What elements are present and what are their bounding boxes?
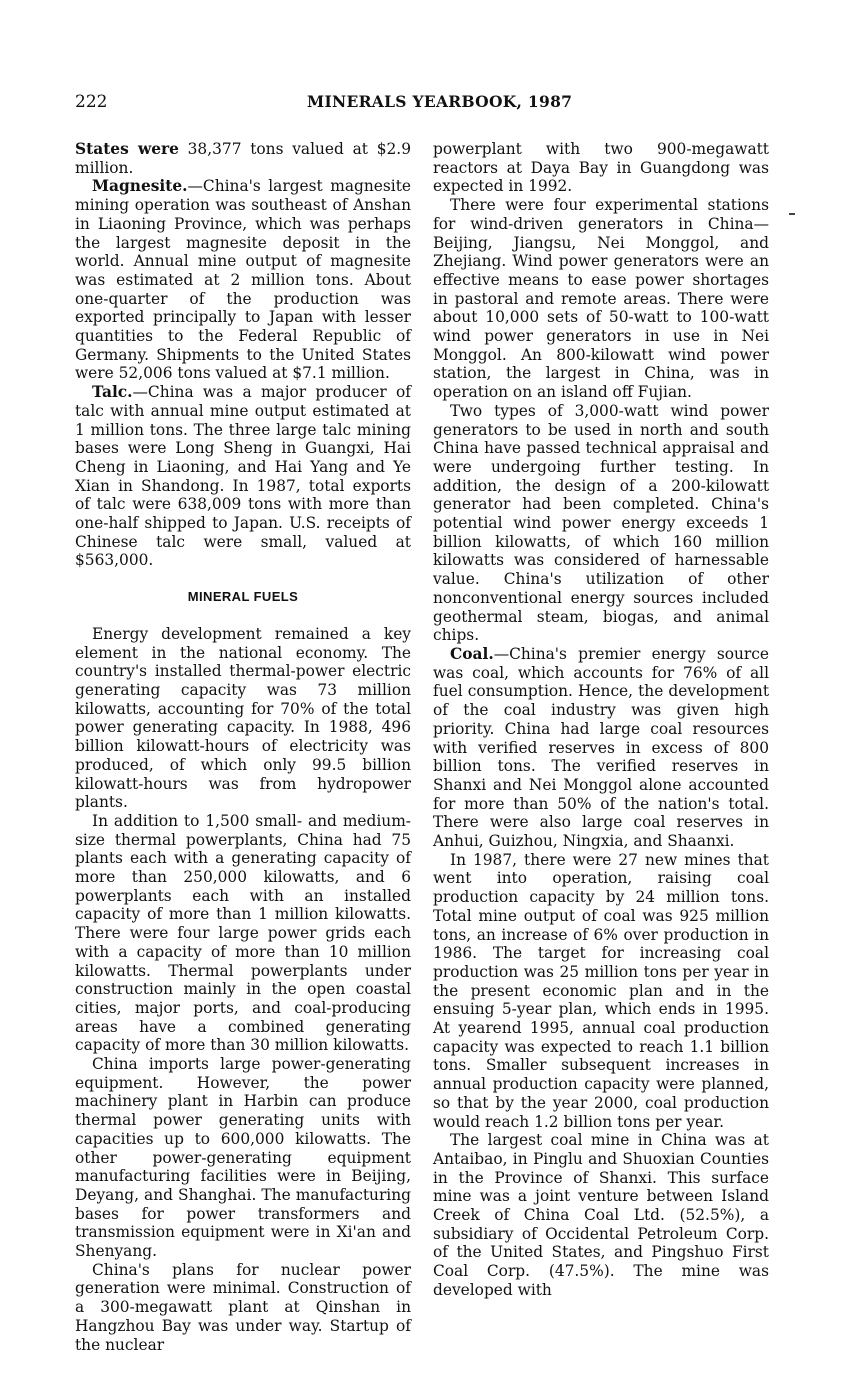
paragraph: Two types of 3,000-watt wind power generators to be used in north and south China have passed technical appraisal and were undergoing further testing. In addition, the design of a 200-kilowatt generator had been completed. China's potential wind power energy exceeds 1 billion kilowatts, of which 160 million kilowatts was considered of harnessable value. China's utilization of other nonconventional energy sources included geothermal steam, biogas, and animal chips. [433,401,769,645]
runin-heading-coal: Coal. [450,644,494,663]
left-column [75,140,411,1354]
running-title: MINERALS YEARBOOK, 1987 [307,92,573,111]
paragraph-talc [75,383,411,570]
paragraph: China imports large power-generating equipment. However, the power machinery plant in Harbin can produce thermal power generating units with capacities up to 600,000 kilowatts. The other power-generating equipment manufacturing facilities were in Beijing, Deyang, and Shanghai. The manufacturing bases for power transformers and transmission equipment were in Xi'an and Shenyang. [75,1055,411,1261]
paragraph: In addition to 1,500 small- and medium-size thermal powerplants, China had 75 plants each with a generating capacity of more than 250,000 kilowatts, and 6 powerplants each with an installed capacity of more than 1 million kilowatts. There were four large power grids each with a capacity of more than 10 million kilowatts. Thermal powerplants under construction mainly in the open coastal cities, major ports, and coal-producing areas have a combined generating capacity of more than 30 million kilowatts. [75,811,411,1055]
runin-heading-magnesite: Magnesite. [92,177,188,196]
paragraph: In 1987, there were 27 new mines that went into operation, raising coal production capacity by 24 million tons. Total mine output of coal was 925 million tons, an increase of 6% over production in 1986. The target for increasing coal production was 25 million tons per year in the present economic plan and in the ensuing 5-year plan, which ends in 1995. At yearend 1995, annual coal production capacity was expected to reach 1.1 billion tons. Smaller subsequent increases in annual production capacity were planned, so that by the year 2000, coal production would reach 1.2 billion tons per year. [433,850,769,1131]
paragraph [75,140,411,177]
paragraph: powerplant with two 900-megawatt reactors at Daya Bay in Guangdong was expected in 1992. [433,140,769,196]
paragraph: The largest coal mine in China was at Antaibao, in Pinglu and Shuoxian Counties in the Province of Shanxi. This surface mine was a joint venture between Island Creek of China Coal Ltd. (52.5%), a subsidiary of Occidental Petroleum Corp. of the United States, and Pingshuo First Coal Corp. (47.5%). The mine was developed with [433,1131,769,1299]
paragraph-text: —China's largest magnesite mining operation was southeast of Anshan in Liaoning Province, which was perhaps the largest magnesite deposit in the world. Annual mine output of magnesite was estimated at 2 million tons. About one-quarter of the production was exported principally to Japan with lesser quantities to the Federal Republic of Germany. Shipments to the United States were 52,006 tons valued at $7.1 million. [75,177,411,383]
runin-heading-talc: Talc. [92,383,133,402]
right-column [433,140,769,1300]
paragraph-lead: States were [75,140,179,158]
paragraph-magnesite [75,177,411,383]
paragraph-text: —China's premier energy source was coal, which accounts for 76% of all fuel consumption. Hence, the development of the coal industry was given high priority. China had large coal resources with verified reserves in excess of 800 billion tons. The verified reserves in Shanxi and Nei Monggol alone accounted for more than 50% of the nation's total. There were also large coal reserves in Anhui, Guizhou, Ningxia, and Shaanxi. [433,644,769,851]
paragraph-text: 38,377 tons valued at $2.9 million. [75,140,411,177]
page-header [75,92,771,116]
section-heading-mineral-fuels: MINERAL FUELS [187,589,299,605]
paragraph: There were four experimental stations for wind-driven generators in China—Beijing, Jiangsu, Nei Monggol, and Zhejiang. Wind power generators were an effective means to ease power shortages in pastoral and remote areas. There were about 10,000 sets of 50-watt to 100-watt wind power generators in use in Nei Monggol. An 800-kilowatt wind power station, the largest in China, was in operation on an island off Fujian. [433,196,769,402]
scan-mark [789,213,795,215]
paragraph-text: —China was a major producer of talc with annual mine output estimated at 1 million tons. The three large talc mining bases were Long Sheng in Guangxi, Hai Cheng in Liaoning, and Hai Yang and Ye Xian in Shandong. In 1987, total exports of talc were 638,009 tons with more than one-half shipped to Japan. U.S. receipts of Chinese talc were small, valued at $563,000. [75,383,411,570]
page-number: 222 [75,92,108,112]
paragraph: Energy development remained a key element in the national economy. The country's installed thermal-power electric generating capacity was 73 million kilowatts, accounting for 70% of the total power generating capacity. In 1988, 496 billion kilowatt-hours of electricity was produced, of which only 99.5 billion kilowatt-hours was from hydropower plants. [75,624,411,812]
paragraph: China's plans for nuclear power generation were minimal. Construction of a 300-megawatt plant at Qinshan in Hangzhou Bay was under way. Startup of the nuclear [75,1260,411,1354]
paragraph-coal [433,645,769,851]
